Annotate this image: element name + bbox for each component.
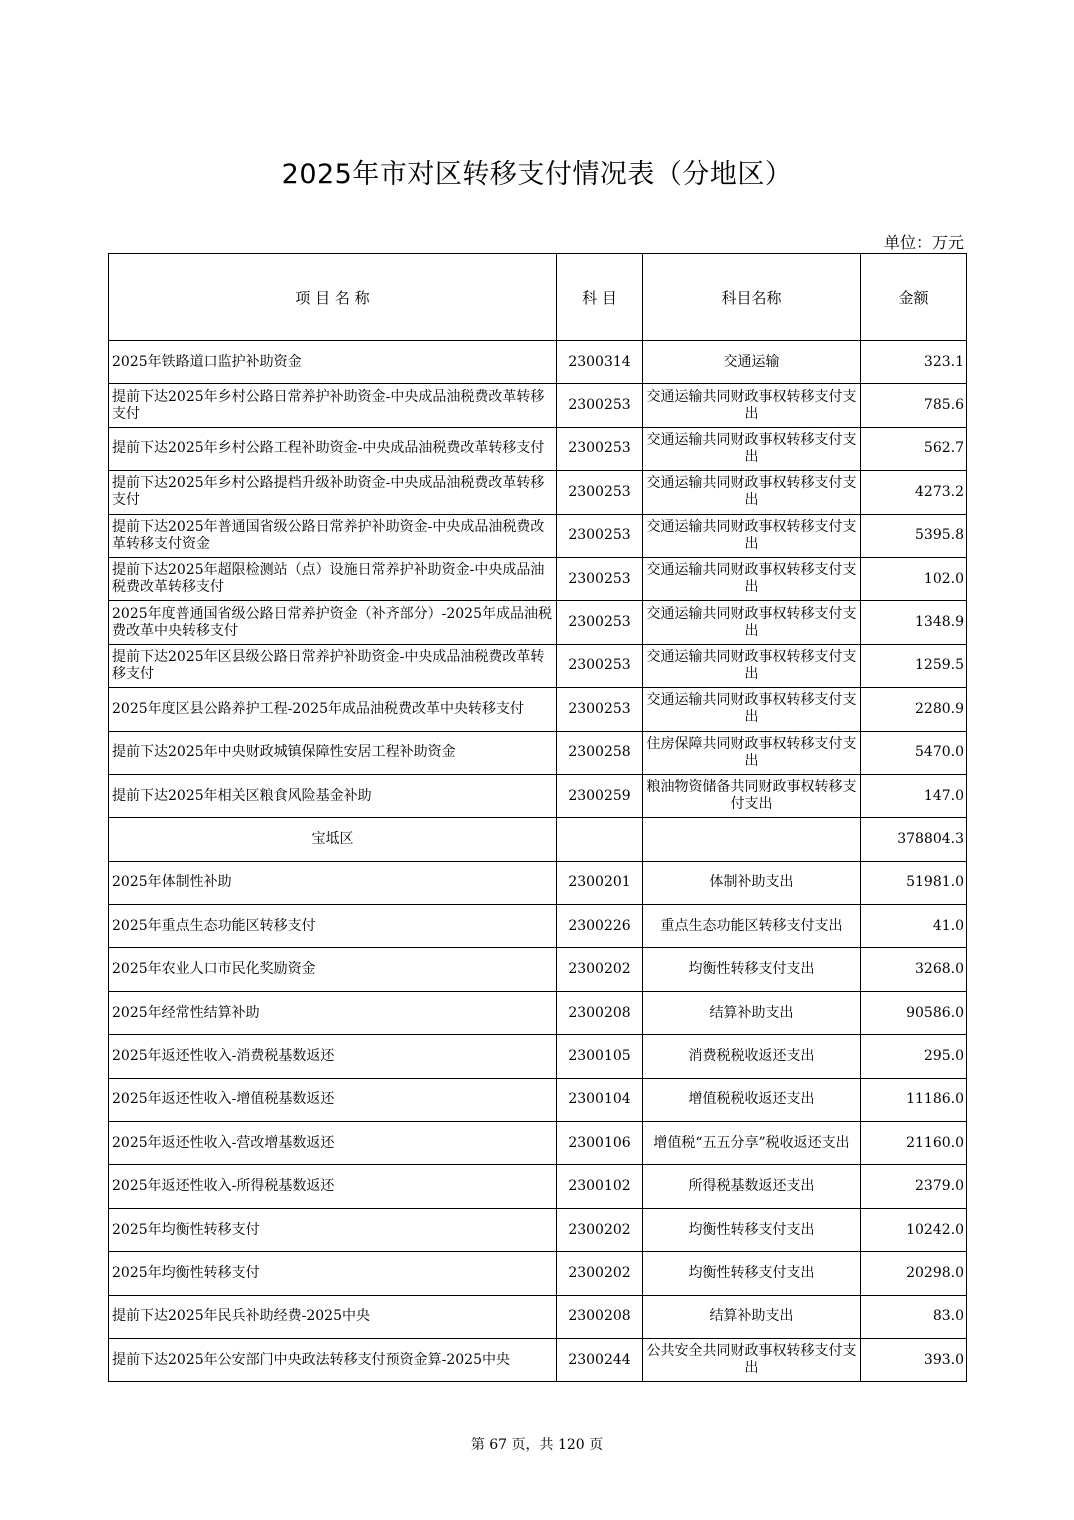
transfer-payment-table	[108, 253, 967, 1382]
subject-code-cell: 2300208	[557, 1295, 643, 1338]
table-row	[109, 341, 967, 384]
project-name-cell: 2025年返还性收入-增值税基数返还	[109, 1078, 557, 1121]
amount-cell: 1348.9	[861, 601, 967, 644]
table-row	[109, 1252, 967, 1295]
amount-cell: 5395.8	[861, 514, 967, 557]
unit-label: 单位：万元	[883, 233, 964, 252]
table-row	[109, 948, 967, 991]
table-body	[109, 341, 967, 1382]
subject-code-cell: 2300259	[557, 774, 643, 817]
project-name-cell: 2025年返还性收入-所得税基数返还	[109, 1165, 557, 1208]
subject-code-cell: 2300253	[557, 644, 643, 687]
group-row	[109, 818, 967, 861]
subject-name-cell	[643, 818, 861, 861]
amount-cell: 562.7	[861, 427, 967, 470]
subject-code-cell: 2300105	[557, 1035, 643, 1078]
header-project-name: 项 目 名 称	[109, 254, 557, 341]
amount-cell: 2280.9	[861, 688, 967, 731]
subject-name-cell: 公共安全共同财政事权转移支付支出	[643, 1338, 861, 1381]
amount-cell: 11186.0	[861, 1078, 967, 1121]
project-name-cell: 2025年度区县公路养护工程-2025年成品油税费改革中央转移支付	[109, 688, 557, 731]
project-name-cell: 2025年返还性收入-消费税基数返还	[109, 1035, 557, 1078]
project-name-cell: 提前下达2025年区县级公路日常养护补助资金-中央成品油税费改革转移支付	[109, 644, 557, 687]
table-row	[109, 644, 967, 687]
project-name-cell: 2025年均衡性转移支付	[109, 1252, 557, 1295]
table-row	[109, 905, 967, 948]
subject-name-cell: 交通运输共同财政事权转移支付支出	[643, 644, 861, 687]
table-row	[109, 1338, 967, 1381]
table-row	[109, 1165, 967, 1208]
amount-cell: 2379.0	[861, 1165, 967, 1208]
subject-code-cell: 2300253	[557, 688, 643, 731]
table-row	[109, 774, 967, 817]
subject-code-cell: 2300253	[557, 384, 643, 427]
subject-name-cell: 均衡性转移支付支出	[643, 1252, 861, 1295]
subject-code-cell: 2300258	[557, 731, 643, 774]
project-name-cell: 2025年均衡性转移支付	[109, 1208, 557, 1251]
amount-cell: 295.0	[861, 1035, 967, 1078]
subject-name-cell: 增值税“五五分享”税收返还支出	[643, 1122, 861, 1165]
table-row	[109, 471, 967, 514]
table-row	[109, 601, 967, 644]
table-row	[109, 1035, 967, 1078]
page-title: 2025年市对区转移支付情况表（分地区）	[281, 159, 793, 190]
amount-cell: 90586.0	[861, 991, 967, 1034]
table-row	[109, 688, 967, 731]
amount-cell: 393.0	[861, 1338, 967, 1381]
project-name-cell: 2025年度普通国省级公路日常养护资金（补齐部分）-2025年成品油税费改革中央转移支付	[109, 601, 557, 644]
subject-code-cell: 2300244	[557, 1338, 643, 1381]
amount-cell: 3268.0	[861, 948, 967, 991]
subject-code-cell: 2300314	[557, 341, 643, 384]
subject-name-cell: 交通运输共同财政事权转移支付支出	[643, 384, 861, 427]
amount-cell: 323.1	[861, 341, 967, 384]
subject-code-cell: 2300226	[557, 905, 643, 948]
subject-code-cell: 2300104	[557, 1078, 643, 1121]
project-name-cell: 提前下达2025年中央财政城镇保障性安居工程补助资金	[109, 731, 557, 774]
table-row	[109, 1122, 967, 1165]
amount-cell: 10242.0	[861, 1208, 967, 1251]
subject-code-cell	[557, 818, 643, 861]
subject-name-cell: 交通运输共同财政事权转移支付支出	[643, 688, 861, 731]
subject-name-cell: 交通运输共同财政事权转移支付支出	[643, 471, 861, 514]
table-header-row	[109, 254, 967, 341]
subject-code-cell: 2300202	[557, 948, 643, 991]
subject-code-cell: 2300102	[557, 1165, 643, 1208]
subject-name-cell: 体制补助支出	[643, 861, 861, 904]
table-row	[109, 384, 967, 427]
amount-cell: 378804.3	[861, 818, 967, 861]
amount-cell: 51981.0	[861, 861, 967, 904]
subject-name-cell: 交通运输共同财政事权转移支付支出	[643, 514, 861, 557]
amount-cell: 1259.5	[861, 644, 967, 687]
subject-name-cell: 所得税基数返还支出	[643, 1165, 861, 1208]
subject-name-cell: 粮油物资储备共同财政事权转移支付支出	[643, 774, 861, 817]
subject-name-cell: 重点生态功能区转移支付支出	[643, 905, 861, 948]
subject-code-cell: 2300106	[557, 1122, 643, 1165]
table-row	[109, 861, 967, 904]
amount-cell: 102.0	[861, 557, 967, 600]
table-row	[109, 1078, 967, 1121]
project-name-cell: 提前下达2025年民兵补助经费-2025中央	[109, 1295, 557, 1338]
project-name-cell: 提前下达2025年乡村公路工程补助资金-中央成品油税费改革转移支付	[109, 427, 557, 470]
amount-cell: 4273.2	[861, 471, 967, 514]
project-name-cell: 提前下达2025年公安部门中央政法转移支付预资金算-2025中央	[109, 1338, 557, 1381]
project-name-cell: 2025年返还性收入-营改增基数返还	[109, 1122, 557, 1165]
subject-name-cell: 均衡性转移支付支出	[643, 1208, 861, 1251]
header-subject-name: 科目名称	[643, 254, 861, 341]
subject-name-cell: 结算补助支出	[643, 1295, 861, 1338]
subject-name-cell: 增值税税收返还支出	[643, 1078, 861, 1121]
subject-name-cell: 交通运输共同财政事权转移支付支出	[643, 601, 861, 644]
table-row	[109, 1295, 967, 1338]
header-subject-code: 科 目	[557, 254, 643, 341]
subject-code-cell: 2300253	[557, 514, 643, 557]
amount-cell: 785.6	[861, 384, 967, 427]
table-row	[109, 731, 967, 774]
project-name-cell: 提前下达2025年普通国省级公路日常养护补助资金-中央成品油税费改革转移支付资金	[109, 514, 557, 557]
subject-code-cell: 2300253	[557, 601, 643, 644]
subject-name-cell: 均衡性转移支付支出	[643, 948, 861, 991]
subject-code-cell: 2300253	[557, 557, 643, 600]
subject-code-cell: 2300202	[557, 1208, 643, 1251]
amount-cell: 5470.0	[861, 731, 967, 774]
subject-name-cell: 结算补助支出	[643, 991, 861, 1034]
header-amount: 金额	[861, 254, 967, 341]
project-name-cell: 提前下达2025年乡村公路提档升级补助资金-中央成品油税费改革转移支付	[109, 471, 557, 514]
project-name-cell: 提前下达2025年超限检测站（点）设施日常养护补助资金-中央成品油税费改革转移支付	[109, 557, 557, 600]
amount-cell: 20298.0	[861, 1252, 967, 1295]
table-row	[109, 991, 967, 1034]
project-name-cell: 提前下达2025年乡村公路日常养护补助资金-中央成品油税费改革转移支付	[109, 384, 557, 427]
subject-code-cell: 2300201	[557, 861, 643, 904]
project-name-cell: 2025年体制性补助	[109, 861, 557, 904]
subject-name-cell: 消费税税收返还支出	[643, 1035, 861, 1078]
project-name-cell: 2025年铁路道口监护补助资金	[109, 341, 557, 384]
amount-cell: 41.0	[861, 905, 967, 948]
table-row	[109, 427, 967, 470]
project-name-cell: 提前下达2025年相关区粮食风险基金补助	[109, 774, 557, 817]
page-footer: 第 67 页，共 120 页	[470, 1437, 604, 1453]
subject-name-cell: 交通运输共同财政事权转移支付支出	[643, 427, 861, 470]
subject-code-cell: 2300253	[557, 427, 643, 470]
amount-cell: 21160.0	[861, 1122, 967, 1165]
subject-name-cell: 交通运输共同财政事权转移支付支出	[643, 557, 861, 600]
subject-code-cell: 2300253	[557, 471, 643, 514]
subject-name-cell: 交通运输	[643, 341, 861, 384]
subject-code-cell: 2300208	[557, 991, 643, 1034]
table-row	[109, 1208, 967, 1251]
project-name-cell: 2025年重点生态功能区转移支付	[109, 905, 557, 948]
table-row	[109, 557, 967, 600]
project-name-cell: 宝坻区	[109, 818, 557, 861]
project-name-cell: 2025年经常性结算补助	[109, 991, 557, 1034]
subject-name-cell: 住房保障共同财政事权转移支付支出	[643, 731, 861, 774]
amount-cell: 147.0	[861, 774, 967, 817]
amount-cell: 83.0	[861, 1295, 967, 1338]
subject-code-cell: 2300202	[557, 1252, 643, 1295]
project-name-cell: 2025年农业人口市民化奖励资金	[109, 948, 557, 991]
table-row	[109, 514, 967, 557]
